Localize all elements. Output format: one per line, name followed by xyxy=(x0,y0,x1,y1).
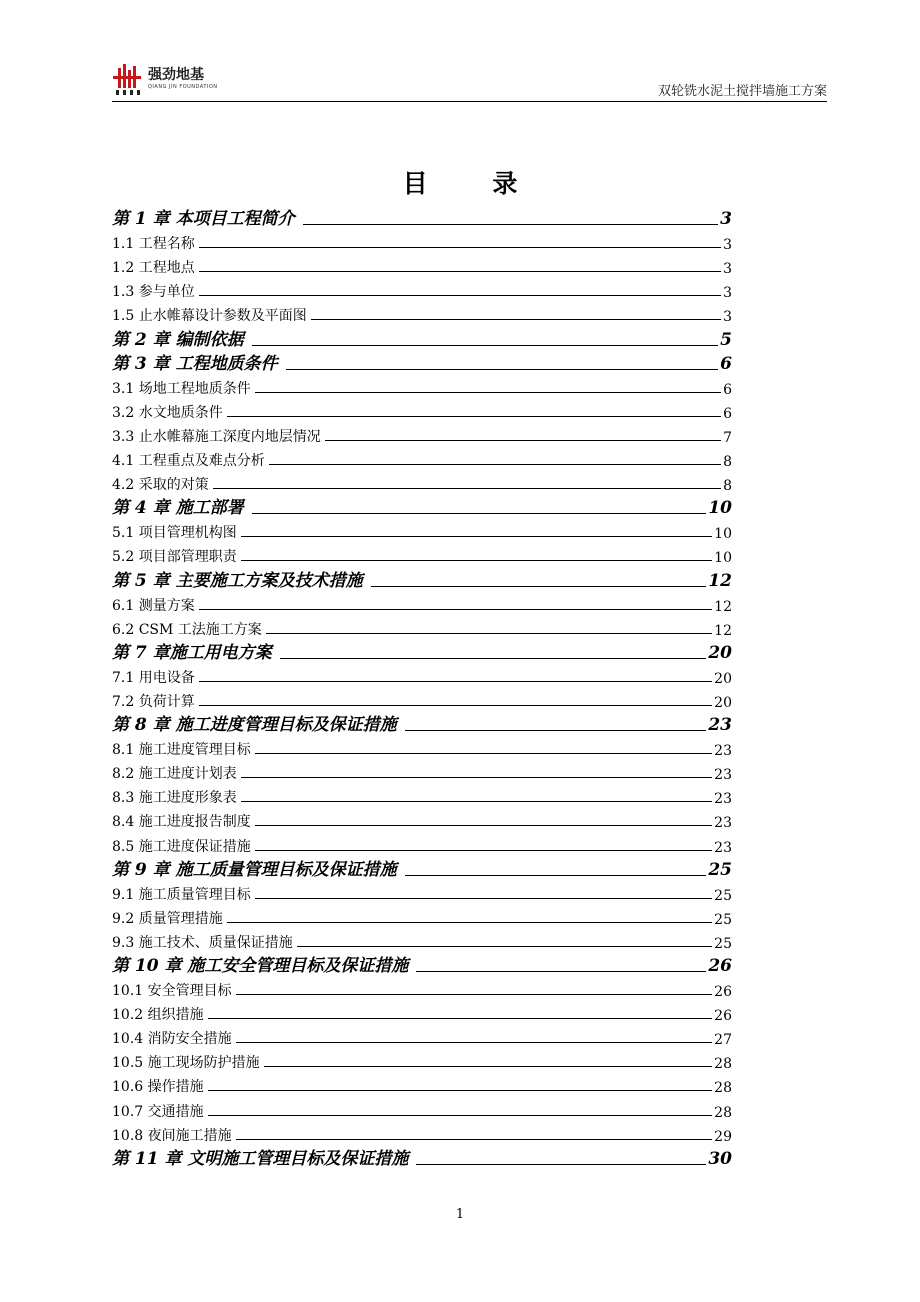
toc-entry-label: 第 9 章 施工质量管理目标及保证措施 xyxy=(112,859,397,880)
toc-chapter-entry[interactable] xyxy=(112,639,732,663)
toc-chapter-entry[interactable] xyxy=(112,205,732,229)
toc-entry-label: 10.4 消防安全措施 xyxy=(112,1031,232,1048)
toc-entry-label: 第 3 章 工程地质条件 xyxy=(112,353,278,374)
toc-leader-line xyxy=(416,1164,706,1165)
toc-section-entry[interactable] xyxy=(112,470,732,494)
toc-entry-page: 6 xyxy=(720,353,732,374)
toc-leader-line xyxy=(227,922,712,923)
toc-entry-label: 第 11 章 文明施工管理目标及保证措施 xyxy=(112,1148,409,1169)
toc-leader-line xyxy=(264,1066,713,1067)
toc-section-entry[interactable] xyxy=(112,518,732,542)
toc-entry-page: 12 xyxy=(714,598,732,615)
toc-entry-page: 27 xyxy=(714,1032,732,1049)
toc-leader-line xyxy=(208,1115,713,1116)
toc-section-entry[interactable] xyxy=(112,783,732,807)
toc-entry-label: 4.2 采取的对策 xyxy=(112,477,209,494)
toc-entry-label: 10.7 交通措施 xyxy=(112,1103,204,1120)
toc-leader-line xyxy=(255,825,712,826)
toc-entry-label: 7.2 负荷计算 xyxy=(112,693,195,710)
toc-section-entry[interactable] xyxy=(112,422,732,446)
toc-entry-label: 10.8 夜间施工措施 xyxy=(112,1127,232,1144)
toc-entry-page: 28 xyxy=(714,1104,732,1121)
toc-entry-label: 第 2 章 编制依据 xyxy=(112,329,244,350)
toc-chapter-entry[interactable] xyxy=(112,952,732,976)
toc-leader-line xyxy=(199,295,721,296)
toc-entry-page: 23 xyxy=(708,715,732,736)
toc-chapter-entry[interactable] xyxy=(112,350,732,374)
toc-chapter-entry[interactable] xyxy=(112,1145,732,1169)
toc-entry-label: 9.2 质量管理措施 xyxy=(112,910,223,927)
toc-leader-line xyxy=(371,586,707,587)
toc-section-entry[interactable] xyxy=(112,398,732,422)
toc-leader-line xyxy=(199,271,721,272)
toc-section-entry[interactable] xyxy=(112,374,732,398)
toc-section-entry[interactable] xyxy=(112,1121,732,1145)
toc-entry-page: 25 xyxy=(714,935,732,952)
toc-entry-page: 26 xyxy=(714,1008,732,1025)
toc-entry-label: 3.1 场地工程地质条件 xyxy=(112,380,251,397)
toc-heading: 目 录 xyxy=(402,169,546,198)
toc-leader-line xyxy=(311,319,721,320)
toc-entry-page: 10 xyxy=(714,550,732,567)
toc-leader-line xyxy=(325,440,721,441)
toc-entry-label: 第 7 章施工用电方案 xyxy=(112,642,272,663)
toc-leader-line xyxy=(303,224,719,225)
toc-entry-label: 9.1 施工质量管理目标 xyxy=(112,886,251,903)
toc-leader-line xyxy=(405,730,707,731)
toc-entry-label: 8.4 施工进度报告制度 xyxy=(112,814,251,831)
toc-entry-label: 第 1 章 本项目工程简介 xyxy=(112,209,295,230)
page-header xyxy=(112,58,827,100)
toc-section-entry[interactable] xyxy=(112,253,732,277)
toc-entry-label: 8.3 施工进度形象表 xyxy=(112,790,237,807)
toc-leader-line xyxy=(213,488,721,489)
toc-leader-line xyxy=(255,898,712,899)
toc-section-entry[interactable] xyxy=(112,229,732,253)
toc-entry-page: 8 xyxy=(723,478,732,495)
toc-leader-line xyxy=(241,801,712,802)
toc-entry-page: 3 xyxy=(723,237,732,254)
toc-entry-label: 7.1 用电设备 xyxy=(112,669,195,686)
toc-entry-page: 3 xyxy=(723,309,732,326)
logo-text: 强劲地基 xyxy=(148,67,204,83)
toc-entry-page: 28 xyxy=(714,1056,732,1073)
toc-section-entry[interactable] xyxy=(112,663,732,687)
toc-entry-label: 10.2 组织措施 xyxy=(112,1007,204,1024)
toc-entry-page: 30 xyxy=(708,1148,732,1169)
logo-mark-icon xyxy=(112,62,146,96)
toc-leader-line xyxy=(416,971,706,972)
toc-entry-label: 4.1 工程重点及难点分析 xyxy=(112,453,265,470)
toc-leader-line xyxy=(269,464,721,465)
toc-entry-page: 28 xyxy=(714,1080,732,1097)
toc-chapter-entry[interactable] xyxy=(112,711,732,735)
toc-entry-label: 第 5 章 主要施工方案及技术措施 xyxy=(112,570,363,591)
toc-section-entry[interactable] xyxy=(112,807,732,831)
toc-section-entry[interactable] xyxy=(112,735,732,759)
toc-section-entry[interactable] xyxy=(112,904,732,928)
toc-entry-page: 10 xyxy=(714,526,732,543)
toc-leader-line xyxy=(266,633,712,634)
toc-leader-line xyxy=(405,875,707,876)
page-number: 1 xyxy=(455,1207,465,1222)
toc-section-entry[interactable] xyxy=(112,446,732,470)
toc-entry-page: 23 xyxy=(714,743,732,760)
toc-entry-label: 10.6 操作措施 xyxy=(112,1079,204,1096)
toc-leader-line xyxy=(252,513,707,514)
toc-entry-page: 25 xyxy=(714,887,732,904)
toc-entry-page: 20 xyxy=(714,670,732,687)
toc-entry-label: 8.2 施工进度计划表 xyxy=(112,766,237,783)
toc-entry-label: 8.1 施工进度管理目标 xyxy=(112,742,251,759)
toc-leader-line xyxy=(297,946,712,947)
toc-leader-line xyxy=(241,777,712,778)
toc-leader-line xyxy=(227,416,721,417)
toc-entry-page: 29 xyxy=(714,1128,732,1145)
toc-leader-line xyxy=(241,560,712,561)
toc-entry-label: 1.2 工程地点 xyxy=(112,260,195,277)
toc-section-entry[interactable] xyxy=(112,687,732,711)
toc-entry-page: 23 xyxy=(714,815,732,832)
toc-leader-line xyxy=(236,1042,713,1043)
toc-entry-page: 10 xyxy=(708,498,732,519)
toc-entry-label: 第 4 章 施工部署 xyxy=(112,498,244,519)
toc-entry-label: 3.3 止水帷幕施工深度内地层情况 xyxy=(112,428,321,445)
toc-section-entry[interactable] xyxy=(112,759,732,783)
toc-entry-page: 26 xyxy=(708,956,732,976)
toc-section-entry[interactable] xyxy=(112,277,732,301)
toc-section-entry[interactable] xyxy=(112,301,732,325)
toc-section-entry[interactable] xyxy=(112,1072,732,1096)
toc-entry-page: 20 xyxy=(714,694,732,711)
toc-section-entry[interactable] xyxy=(112,880,732,904)
toc-leader-line xyxy=(236,994,713,995)
toc-leader-line xyxy=(208,1018,713,1019)
toc-entry-label: 8.5 施工进度保证措施 xyxy=(112,838,251,855)
toc-chapter-entry[interactable] xyxy=(112,494,732,518)
toc-entry-label: 1.1 工程名称 xyxy=(112,236,195,253)
toc-leader-line xyxy=(199,705,712,706)
toc-entry-page: 12 xyxy=(708,570,732,591)
toc-entry-label: 3.2 水文地质条件 xyxy=(112,404,223,421)
toc-entry-page: 23 xyxy=(714,791,732,808)
toc-leader-line xyxy=(236,1139,713,1140)
table-of-contents xyxy=(112,205,732,1169)
toc-entry-label: 5.1 项目管理机构图 xyxy=(112,525,237,542)
toc-entry-label: 第 10 章 施工安全管理目标及保证措施 xyxy=(112,956,409,976)
toc-entry-page: 6 xyxy=(723,405,732,422)
toc-entry-page: 5 xyxy=(720,329,732,350)
toc-chapter-entry[interactable] xyxy=(112,856,732,880)
toc-leader-line xyxy=(255,753,712,754)
toc-leader-line xyxy=(199,247,721,248)
toc-entry-label: 6.1 测量方案 xyxy=(112,597,195,614)
toc-chapter-entry[interactable] xyxy=(112,566,732,590)
toc-entry-page: 6 xyxy=(723,381,732,398)
toc-entry-page: 12 xyxy=(714,622,732,639)
toc-section-entry[interactable] xyxy=(112,831,732,855)
toc-entry-page: 3 xyxy=(720,209,732,230)
toc-entry-page: 23 xyxy=(714,767,732,784)
toc-section-entry[interactable] xyxy=(112,976,732,1000)
company-logo xyxy=(112,62,222,96)
toc-leader-line xyxy=(255,392,721,393)
toc-leader-line xyxy=(286,369,719,370)
toc-section-entry[interactable] xyxy=(112,928,732,952)
toc-leader-line xyxy=(208,1090,713,1091)
toc-entry-label: 第 8 章 施工进度管理目标及保证措施 xyxy=(112,715,397,736)
toc-entry-page: 3 xyxy=(723,261,732,278)
toc-entry-page: 8 xyxy=(723,454,732,471)
toc-entry-label: 6.2 CSM 工法施工方案 xyxy=(112,621,262,638)
toc-leader-line xyxy=(241,536,712,537)
toc-section-entry[interactable] xyxy=(112,615,732,639)
toc-section-entry[interactable] xyxy=(112,542,732,566)
toc-section-entry[interactable] xyxy=(112,591,732,615)
toc-leader-line xyxy=(199,609,712,610)
header-divider xyxy=(112,101,827,102)
toc-entry-label: 5.2 项目部管理职责 xyxy=(112,549,237,566)
toc-leader-line xyxy=(280,658,707,659)
toc-chapter-entry[interactable] xyxy=(112,325,732,349)
toc-entry-label: 1.5 止水帷幕设计参数及平面图 xyxy=(112,308,307,325)
toc-entry-page: 26 xyxy=(714,984,732,1001)
toc-entry-page: 25 xyxy=(714,911,732,928)
toc-entry-page: 3 xyxy=(723,285,732,302)
toc-entry-page: 23 xyxy=(714,839,732,856)
toc-leader-line xyxy=(199,681,712,682)
toc-section-entry[interactable] xyxy=(112,1048,732,1072)
document-title: 双轮铣水泥土搅拌墙施工方案 xyxy=(657,84,827,99)
toc-entry-page: 20 xyxy=(708,642,732,663)
toc-entry-label: 10.5 施工现场防护措施 xyxy=(112,1055,260,1072)
toc-section-entry[interactable] xyxy=(112,1000,732,1024)
toc-entry-page: 7 xyxy=(723,429,732,446)
toc-entry-label: 10.1 安全管理目标 xyxy=(112,983,232,1000)
toc-leader-line xyxy=(255,850,712,851)
toc-entry-page: 25 xyxy=(708,859,732,880)
toc-entry-label: 9.3 施工技术、质量保证措施 xyxy=(112,934,293,951)
toc-section-entry[interactable] xyxy=(112,1096,732,1120)
toc-section-entry[interactable] xyxy=(112,1024,732,1048)
toc-leader-line xyxy=(252,345,719,346)
logo-subtext: QIANG JIN FOUNDATION xyxy=(148,84,218,90)
toc-entry-label: 1.3 参与单位 xyxy=(112,284,195,301)
